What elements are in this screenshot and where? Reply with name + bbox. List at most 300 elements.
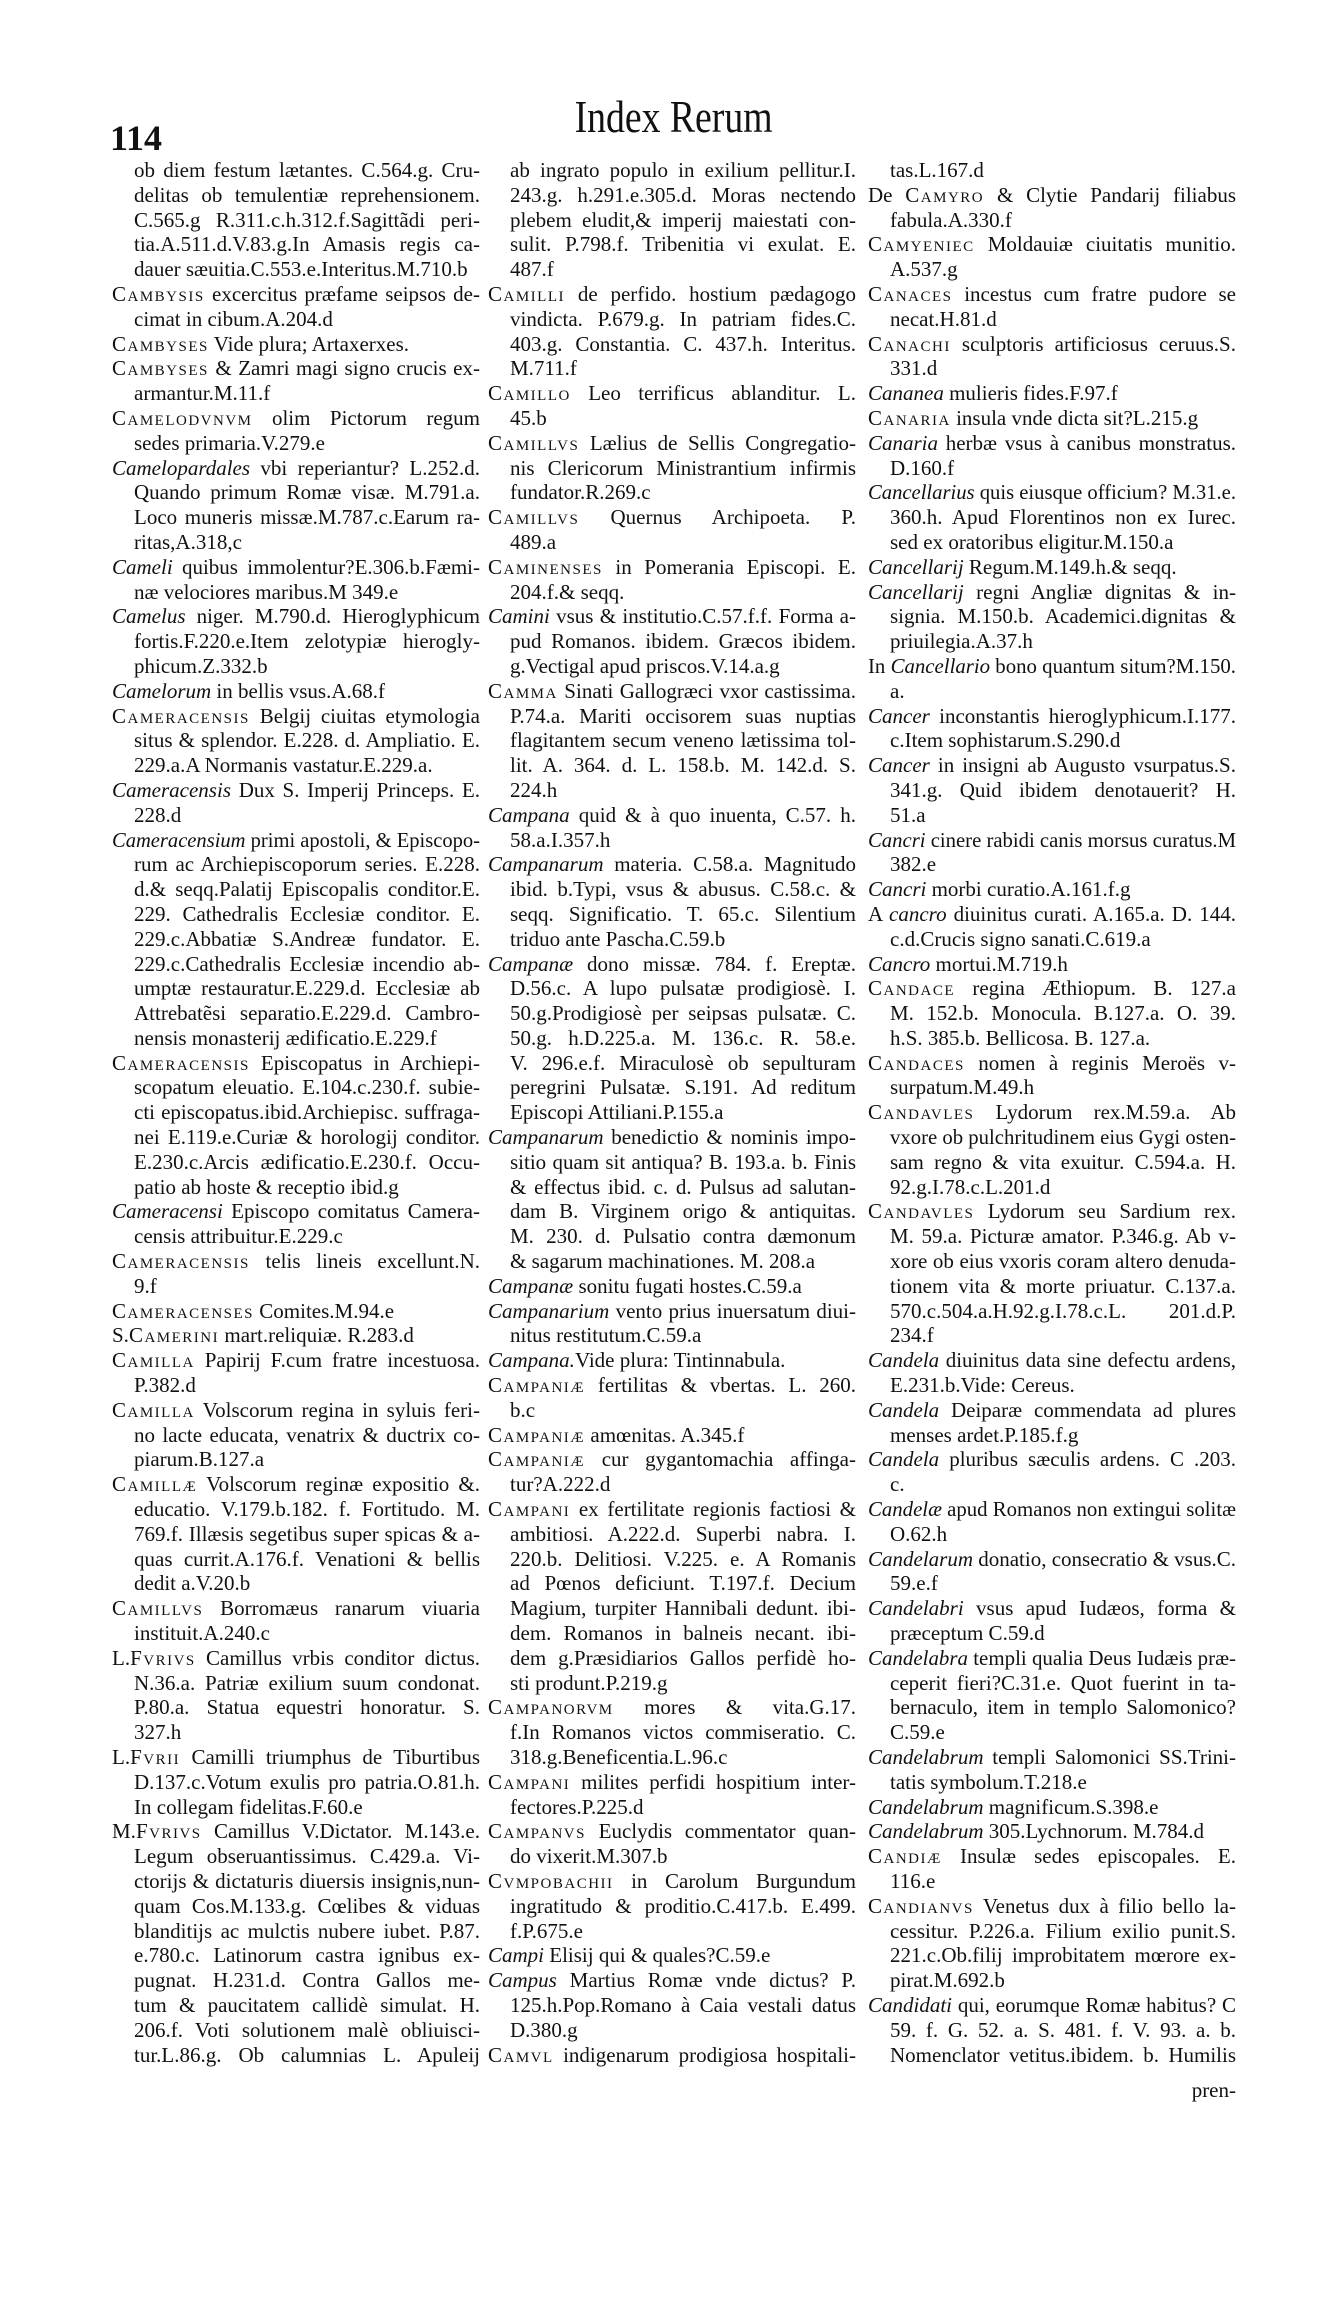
index-entry: [868, 1199, 1236, 1348]
entry-line: dem. Romanos in balneis necant. ibi-: [510, 1621, 856, 1646]
entry-headword: Camillvs: [112, 1596, 204, 1621]
entry-line: xore ob eius vxoris coram altero denuda-: [890, 1249, 1236, 1274]
entry-prefix: M.: [112, 1819, 136, 1844]
index-entry: [868, 1646, 1236, 1745]
entry-headword: Candelabri: [868, 1596, 964, 1621]
index-entry: [868, 158, 1236, 183]
entry-line: sedes primaria.V.279.e: [134, 430, 325, 455]
entry-line: nensis monasterij ædificatio.E.229.f: [134, 1025, 437, 1050]
entry-line: [868, 1100, 1236, 1125]
entry-headword: Camelorum: [112, 678, 212, 703]
entry-line: Legum obseruantissimus. C.429.a. Vi-: [134, 1844, 480, 1869]
index-entry: [868, 1051, 1236, 1101]
index-entry: [112, 1299, 480, 1324]
entry-line: [112, 1299, 480, 1324]
entry-text: magnificum.S.398.e: [983, 1794, 1159, 1819]
entry-text: incestus cum fratre pudore se: [952, 281, 1236, 306]
entry-line: bernaculo, item in templo Salomonico?: [890, 1695, 1236, 1720]
index-entry: [868, 1596, 1236, 1646]
entry-line: [488, 381, 856, 406]
entry-line: D.56.c. A lupo pulsatæ prodigiosè. I.: [510, 976, 856, 1001]
entry-headword: Cvmpobachii: [488, 1868, 614, 1893]
entry-text: Dux S. Imperij Princeps. E.: [231, 777, 480, 802]
entry-text: herbæ vsus à canibus monstratus.: [938, 430, 1236, 455]
entry-line: [868, 183, 1236, 208]
entry-line: [488, 1299, 856, 1324]
index-entry: [112, 1398, 480, 1472]
index-entry: [868, 282, 1236, 332]
entry-text: Vide plura: Tintinnabula.: [574, 1348, 786, 1373]
entry-prefix: S.: [112, 1323, 129, 1348]
entry-line: cimat in cibum.A.204.d: [134, 306, 333, 331]
entry-line: ritas,A.318,c: [134, 529, 242, 554]
entry-line: [868, 753, 1236, 778]
index-entry: [868, 555, 1236, 580]
index-entry: [868, 232, 1236, 282]
entry-text: Episcopatus in Archiepi-: [249, 1050, 480, 1075]
entry-text: in Carolum Burgundum: [613, 1868, 856, 1893]
entry-headword: Camilla: [112, 1397, 195, 1422]
index-entry: [488, 1968, 856, 2042]
entry-line: [868, 704, 1236, 729]
entry-text: Episcopo comitatus Camera-: [222, 1199, 480, 1224]
entry-line: necat.H.81.d: [890, 306, 997, 331]
index-entry: [868, 1745, 1236, 1795]
entry-line: [868, 1051, 1236, 1076]
entry-headword: Cancellarij: [868, 554, 964, 579]
entry-headword: Candace: [868, 976, 956, 1001]
index-entry: [868, 1819, 1236, 1844]
entry-line: 229.c.Cathedralis Ecclesiæ incendio ab-: [134, 951, 480, 976]
entry-line: 570.c.504.a.H.92.g.I.78.c.L. 201.d.P.: [890, 1298, 1236, 1323]
entry-text: in Pomerania Episcopi. E.: [602, 554, 856, 579]
index-entry: [488, 803, 856, 853]
entry-line: signia. M.150.b. Academici.dignitas &: [890, 604, 1236, 629]
entry-line: sed ex oratoribus eligitur.M.150.a: [890, 529, 1174, 554]
entry-line: [112, 604, 480, 629]
entry-text: Regum.M.149.h.& seqq.: [963, 554, 1177, 579]
entry-line: h.S. 385.b. Bellicosa. B. 127.a.: [890, 1025, 1151, 1050]
entry-headword: Campanæ: [488, 1273, 574, 1298]
index-column-1: [112, 158, 480, 2067]
entry-headword: Candidati: [868, 1992, 953, 2017]
entry-line: vindicta. P.679.g. In patriam fides.C.: [510, 306, 856, 331]
entry-text: Deiparæ commendata ad plures: [939, 1397, 1236, 1422]
entry-text: Lydorum seu Sardium rex.: [974, 1199, 1236, 1224]
entry-line: do vixerit.M.307.b: [510, 1844, 668, 1869]
index-entry: [488, 505, 856, 555]
entry-line: 229.a.A Normanis vastatur.E.229.a.: [134, 753, 433, 778]
index-entry: [868, 1844, 1236, 1894]
entry-line: quam Cos.M.133.g. Cœlibes & viduas: [134, 1893, 480, 1918]
entry-line: O.62.h: [890, 1521, 948, 1546]
entry-line: A.537.g: [890, 257, 958, 282]
entry-headword: Cameracensis: [112, 1249, 250, 1274]
entry-text: diuinitus data sine defectu ardens,: [939, 1348, 1236, 1373]
entry-headword: Cameracensis: [112, 1050, 250, 1075]
entry-text: mores & vita.G.17.: [613, 1695, 856, 1720]
entry-text: Elisij qui & quales?C.59.e: [544, 1943, 771, 1968]
entry-line: peregrini Pulsatæ. S.191. Ad reditum: [510, 1075, 856, 1100]
entry-line: dedit a.V.20.b: [134, 1571, 251, 1596]
entry-line: ctorijs & dictaturis diuersis insignis,nun-: [134, 1868, 480, 1893]
entry-headword: Camyeniec: [868, 232, 975, 257]
index-entry: [488, 555, 856, 605]
entry-line: P.80.a. Statua equestri honoratur. S.: [134, 1695, 480, 1720]
entry-headword: Candavles: [868, 1199, 975, 1224]
entry-line: fundator.R.269.c: [510, 480, 651, 505]
entry-line: M. 230. d. Pulsatio contra dæmonum: [510, 1224, 856, 1249]
entry-prefix: L.: [112, 1745, 131, 1769]
entry-line: [488, 1447, 856, 1472]
entry-headword: Cambyses: [112, 331, 209, 356]
index-entry: [488, 1497, 856, 1695]
entry-text: ex fertilitate regionis factiosi &: [570, 1497, 856, 1522]
entry-text: mulieris fides.F.97.f: [943, 381, 1118, 406]
entry-headword: Fvrivs: [130, 1645, 196, 1670]
entry-headword: Cameracenses: [112, 1298, 255, 1323]
entry-line: Attrebatẽsi separatio.E.229.d. Cambro-: [134, 1001, 480, 1026]
entry-line: P.74.a. Mariti occisorem suas nuptias: [510, 703, 856, 728]
entry-headword: Cananea: [868, 381, 944, 406]
entry-line: [868, 1844, 1236, 1869]
index-entry: [868, 431, 1236, 481]
entry-line: fortis.F.220.e.Item zelotypiæ hierogly-: [134, 629, 480, 654]
entry-line: [868, 1497, 1236, 1522]
entry-line: [868, 480, 1236, 505]
entry-text: nomen à reginis Meroës v-: [964, 1050, 1236, 1075]
entry-line: sti produnt.P.219.g: [510, 1670, 668, 1695]
entry-line: ceperit fieri?C.31.e. Quot fuerint in ta-: [890, 1670, 1236, 1695]
index-entry: [112, 828, 480, 1051]
entry-line: [488, 803, 856, 828]
index-entry: [488, 1125, 856, 1274]
entry-line: [488, 1497, 856, 1522]
entry-line: ingratitudo & proditio.C.417.b. E.499.: [510, 1893, 856, 1918]
entry-line: fabula.A.330.f: [890, 207, 1012, 232]
index-entry: [112, 1323, 480, 1348]
entry-line: [488, 431, 856, 456]
entry-line: fectores.P.225.d: [510, 1794, 644, 1819]
entry-headword: Campaniæ: [488, 1373, 586, 1398]
index-entry: [112, 1596, 480, 1646]
entry-line: 220.b. Delitiosi. V.225. e. A Romanis: [510, 1546, 856, 1571]
running-title: Index Rerum: [574, 91, 773, 142]
index-entry: [112, 1646, 480, 1745]
entry-line: [112, 1051, 480, 1076]
entry-line: pirat.M.692.b: [890, 1968, 1005, 1993]
entry-line: instituit.A.240.c: [134, 1621, 270, 1646]
entry-headword: Cancro: [868, 951, 931, 976]
index-entry: [868, 183, 1236, 233]
entry-text: Leo terrificus ablanditur. L.: [570, 381, 856, 406]
entry-headword: Caminenses: [488, 554, 603, 579]
entry-line: [112, 282, 480, 307]
entry-text: inconstantis hieroglyphicum.I.177.: [929, 703, 1236, 728]
entry-headword: Cambyses: [112, 356, 209, 381]
entry-line: [112, 704, 480, 729]
entry-line: [868, 1199, 1236, 1224]
entry-line: nitus restitutum.C.59.a: [510, 1323, 702, 1348]
index-column-2: [488, 158, 856, 2067]
entry-line: quas currit.A.176.f. Venationi & bellis: [134, 1546, 480, 1571]
entry-line: ibid. b.Typi, vsus & abusus. C.58.c. &: [510, 877, 856, 902]
index-entry: [488, 1695, 856, 1769]
entry-line: 229.c.Abbatiæ S.Andreæ fundator. E.: [134, 926, 480, 951]
entry-line: [868, 580, 1236, 605]
entry-text: primi apostoli, & Episcopo-: [245, 827, 481, 852]
index-entry: [488, 679, 856, 803]
entry-headword: Campanorvm: [488, 1695, 614, 1720]
entry-headword: Camelus: [112, 604, 186, 629]
index-entry: [112, 679, 480, 704]
entry-text: regni Angliæ dignitas & in-: [963, 579, 1236, 604]
index-entry: [868, 1398, 1236, 1448]
entry-line: [112, 778, 480, 803]
entry-text: Papirij F.cum fratre incestuosa.: [194, 1348, 480, 1373]
entry-line: menses ardet.P.185.f.g: [890, 1422, 1079, 1447]
entry-text: vsus & institutio.C.57.f.f. Forma a-: [549, 604, 856, 629]
entry-line: 243.g. h.291.e.305.d. Moras nectendo: [510, 182, 856, 207]
entry-line: M. 59.a. Picturæ amator. P.346.g. Ab v-: [890, 1224, 1236, 1249]
entry-text: cur gygantomachia affinga-: [585, 1447, 856, 1472]
entry-text: fertilitas & vbertas. L. 260.: [585, 1373, 856, 1398]
entry-line: [112, 828, 480, 853]
entry-line: [488, 1274, 856, 1299]
entry-headword: Camillo: [488, 381, 571, 406]
entry-line: 92.g.I.78.c.L.201.d: [890, 1174, 1051, 1199]
entry-line: ab ingrato populo in exilium pellitur.I.: [510, 158, 856, 182]
entry-line: situs & splendor. E.228. d. Ampliatio. E.: [134, 728, 480, 753]
entry-line: [868, 1993, 1236, 2018]
entry-headword: Campana.: [488, 1348, 575, 1373]
index-entry: [868, 753, 1236, 827]
entry-prefix: A: [868, 901, 890, 926]
entry-line: [488, 1423, 856, 1448]
index-entry: [868, 332, 1236, 382]
entry-text: Camillus vrbis conditor dictus.: [195, 1645, 480, 1670]
index-entry: [112, 1472, 480, 1596]
entry-text: quid & à quo inuenta, C.57. h.: [569, 802, 856, 827]
entry-headword: Campanarium: [488, 1298, 610, 1323]
entry-line: plebem eludit,& imperij maiestati con-: [510, 207, 856, 232]
entry-line: sam regno & vita exuitur. C.594.a. H.: [890, 1149, 1236, 1174]
entry-line: M.711.f: [510, 356, 577, 381]
entry-line: [868, 902, 1236, 927]
entry-line: [488, 1373, 856, 1398]
entry-line: M. 152.b. Monocula. B.127.a. O. 39.: [890, 1001, 1236, 1026]
entry-line: [112, 1472, 480, 1497]
entry-line: blanditijs ac mulctis nubere iubet. P.87.: [134, 1918, 480, 1943]
index-entry: [112, 1199, 480, 1249]
entry-line: flagitantem secum veneno lætissima tol-: [510, 728, 856, 753]
entry-line: [112, 406, 480, 431]
index-entry: [112, 704, 480, 778]
entry-line: [868, 1819, 1236, 1844]
entry-line: no lacte educata, venatrix & ductrix co-: [134, 1422, 480, 1447]
entry-headword: Candelabrum: [868, 1745, 984, 1769]
entry-text: diuinitus curati. A.165.a. D. 144.: [946, 901, 1236, 926]
index-entry: [488, 431, 856, 505]
entry-headword: Candavles: [868, 1100, 975, 1125]
entry-headword: Camillvs: [488, 430, 580, 455]
entry-line: [868, 1348, 1236, 1373]
entry-line: [112, 1745, 480, 1770]
entry-line: [488, 1869, 856, 1894]
entry-headword: Candianvs: [868, 1893, 974, 1918]
entry-line: educatio. V.179.b.182. f. Fortitudo. M.: [134, 1497, 480, 1522]
index-entry: [868, 1795, 1236, 1820]
index-entry: [112, 1819, 480, 2067]
entry-line: piarum.B.127.a: [134, 1447, 265, 1472]
index-entry: [868, 480, 1236, 554]
entry-line: 489.a: [510, 529, 557, 554]
entry-line: [868, 406, 1236, 431]
index-entry: [868, 1497, 1236, 1547]
entry-text: quibus immolentur?E.306.b.Fæmi-: [172, 554, 480, 579]
index-entry: [488, 604, 856, 678]
index-entry: [488, 1447, 856, 1497]
entry-line: 221.c.Ob.filij improbitatem mœrore ex-: [890, 1943, 1236, 1968]
entry-line: [868, 431, 1236, 456]
entry-line: [868, 381, 1236, 406]
entry-text: morbi curatio.A.161.f.g: [926, 877, 1131, 902]
entry-text: Quernus Archipoeta. P.: [579, 505, 856, 530]
entry-line: [112, 1819, 480, 1844]
entry-line: [488, 852, 856, 877]
entry-line: [488, 604, 856, 629]
entry-headword: Camelopardales: [112, 455, 251, 480]
entry-headword: Cameracensium: [112, 827, 246, 852]
entry-line: 206.f. Voti solutionem malè obliuisci-: [134, 2017, 480, 2042]
index-entry: [488, 952, 856, 1126]
entry-headword: Campanæ: [488, 951, 574, 976]
index-entry: [112, 332, 480, 357]
entry-line: [488, 1968, 856, 1993]
entry-text: Comites.M.94.e: [254, 1298, 395, 1323]
entry-line: seqq. Significatio. T. 65.c. Silentium: [510, 901, 856, 926]
entry-headword: Candelabra: [868, 1645, 969, 1670]
entry-line: [488, 679, 856, 704]
entry-line: nis Clericorum Ministrantium infirmis: [510, 455, 856, 480]
entry-line: [868, 654, 1236, 679]
entry-text: in insigni ab Augusto vsurpatus.S.: [929, 753, 1236, 778]
entry-text: dono missæ. 784. f. Ereptæ.: [573, 951, 856, 976]
entry-line: Magium, turpiter Hannibali dedunt. ibi-: [510, 1596, 856, 1621]
entry-headword: Camini: [488, 604, 550, 629]
entry-prefix: In: [868, 653, 891, 678]
entry-line: P.382.d: [134, 1373, 196, 1398]
entry-line: armantur.M.11.f: [134, 381, 271, 406]
entry-line: d.& seqq.Palatij Episcopalis conditor.E.: [134, 877, 480, 902]
index-entry: [488, 1869, 856, 1943]
entry-line: phicum.Z.332.b: [134, 653, 268, 678]
entry-line: 229. Cathedralis Ecclesiæ conditor. E.: [134, 901, 480, 926]
entry-headword: Campana: [488, 802, 570, 827]
entry-headword: Cancer: [868, 703, 930, 728]
index-entry: [112, 282, 480, 332]
entry-headword: Camerini: [128, 1323, 220, 1348]
entry-line: ad Pœnos deficiunt. T.197.f. Decium: [510, 1571, 856, 1596]
entry-headword: Cameli: [112, 554, 173, 579]
entry-headword: Camelodvnvm: [112, 405, 253, 430]
entry-line: [488, 1125, 856, 1150]
entry-text: bono quantum situm?M.150.: [990, 653, 1236, 678]
entry-line: tum & paucitatem callidè simulat. H.: [134, 1992, 480, 2017]
index-entry: [868, 406, 1236, 431]
entry-text: templi Salomonici SS.Trini-: [983, 1745, 1236, 1769]
index-entry: [868, 1894, 1236, 1993]
entry-text: templi qualia Deus Iudæis præ-: [968, 1645, 1237, 1670]
entry-headword: Camillvs: [488, 505, 580, 530]
entry-line: 487.f: [510, 257, 554, 282]
index-entry: [488, 1770, 856, 1820]
entry-headword: Candela: [868, 1348, 940, 1373]
entry-line: & sagarum machinationes. M. 208.a: [510, 1249, 816, 1274]
entry-text: Lydorum rex.M.59.a. Ab: [974, 1100, 1236, 1125]
entry-text: quis eiusque officium? M.31.e.: [974, 480, 1236, 505]
entry-line: scopatum eleuatio. E.104.c.230.f. subie-: [134, 1075, 480, 1100]
entry-line: 360.h. Apud Florentinos non ex Iurec.: [890, 505, 1236, 530]
index-entry: [488, 381, 856, 431]
entry-line: [488, 555, 856, 580]
index-entry: [112, 158, 480, 282]
entry-text: vento prius inuersatum diui-: [609, 1298, 856, 1323]
index-entry: [868, 1100, 1236, 1199]
entry-line: Loco muneris missæ.M.787.c.Earum ra-: [134, 505, 480, 530]
index-entry: [488, 1423, 856, 1448]
entry-line: 59.e.f: [890, 1571, 938, 1596]
entry-line: b.c: [510, 1397, 536, 1422]
entry-line: [868, 952, 1236, 977]
entry-line: [488, 1819, 856, 1844]
entry-text: vbi reperiantur? L.252.d.: [250, 455, 480, 480]
entry-headword: Fvrii: [130, 1745, 181, 1769]
entry-line: tas.L.167.d: [890, 158, 984, 182]
entry-line: 224.h: [510, 777, 558, 802]
entry-line: præceptum C.59.d: [890, 1621, 1045, 1646]
entry-text: Volscorum regina in syluis feri-: [194, 1397, 480, 1422]
entry-line: [112, 456, 480, 481]
entry-line: E.230.c.Arcis ædificatio.E.230.f. Occu-: [134, 1149, 480, 1174]
entry-headword: Camma: [488, 678, 558, 703]
entry-line: c.Item sophistarum.S.290.d: [890, 728, 1121, 753]
index-entry: [868, 902, 1236, 952]
entry-text: Venetus dux à filio bello la-: [973, 1893, 1236, 1918]
entry-headword: Cancellario: [890, 653, 991, 678]
entry-line: cti episcopatus.ibid.Archiepisc. suffraga-: [134, 1100, 480, 1125]
entry-line: f.In Romanos victos commiseratio. C.: [510, 1720, 856, 1745]
entry-headword: Candaces: [868, 1050, 965, 1075]
entry-line: 403.g. Constantia. C. 437.h. Interitus.: [510, 331, 856, 356]
entry-line: [112, 1596, 480, 1621]
entry-line: tur?A.222.d: [510, 1472, 611, 1497]
entry-line: Quando primum Romæ visæ. M.791.a.: [134, 480, 480, 505]
entry-text: sculptoris artificiosus ceruus.S.: [950, 331, 1236, 356]
entry-headword: Candelarum: [868, 1546, 973, 1571]
entry-line: [112, 555, 480, 580]
entry-line: sulit. P.798.f. Tribenitia vi exulat. E.: [510, 232, 856, 257]
entry-headword: Canachi: [868, 331, 951, 356]
entry-line: 9.f: [134, 1273, 157, 1298]
entry-text: Belgij ciuitas etymologia: [249, 703, 480, 728]
index-entry: [488, 1819, 856, 1869]
entry-line: priuilegia.A.37.h: [890, 629, 1033, 654]
entry-line: 45.b: [510, 405, 547, 430]
entry-line: f.P.675.e: [510, 1918, 583, 1943]
entry-text: excercitus præfame seipsos de-: [204, 281, 480, 306]
entry-line: [488, 1695, 856, 1720]
